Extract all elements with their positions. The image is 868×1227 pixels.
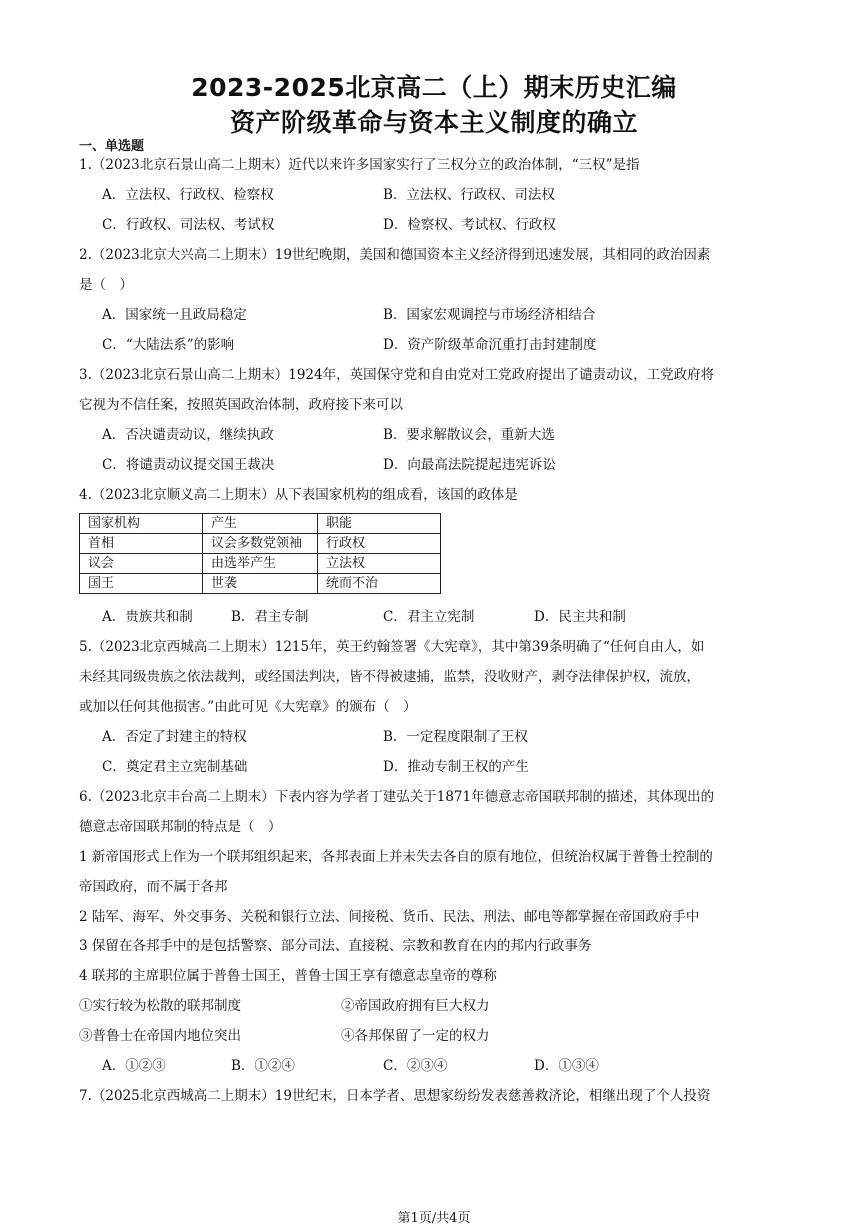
q3-option-b: B．要求解散议会，重新大选 [383,427,555,443]
q6-item2: 2 陆军、海军、外交事务、关税和银行立法、间接税、货币、民法、刑法、邮电等都掌握在帝国政府手中 [79,909,700,925]
table-cell: 职能 [318,514,441,534]
table-cell: 国家机构 [80,514,203,534]
q6-stem-line1: 6.（2023北京丰台高二上期末）下表内容为学者丁建弘关于1871年德意志帝国联邦制的描述，其体现出的 [79,789,715,805]
q6-choice-2: ②帝国政府拥有巨大权力 [341,998,490,1014]
q2-option-d: D．资产阶级革命沉重打击封建制度 [383,337,597,353]
q3-option-d: D．向最高法院提起违宪诉讼 [383,457,556,473]
page-title: 2023-2025北京高二（上）期末历史汇编 [191,73,677,102]
page-subtitle: 资产阶级革命与资本主义制度的确立 [229,108,638,137]
q6-item1-line2: 帝国政府，而不属于各邦 [79,879,228,895]
q1-stem: 1.（2023北京石景山高二上期末）近代以来许多国家实行了三权分立的政治体制，“三权”是指 [79,157,640,173]
q4-option-c: C．君主立宪制 [383,609,475,625]
q1-option-a: A．立法权、行政权、检察权 [102,187,274,203]
q2-option-c: C．“大陆法系”的影响 [102,337,235,353]
q3-stem-line1: 3.（2023北京石景山高二上期末）1924年，英国保守党和自由党对工党政府提出了谴责动议，工党政府将 [79,367,715,383]
q6-option-c: C．②③④ [383,1058,448,1074]
table-cell: 议会多数党领袖 [203,534,318,554]
table-cell: 统而不治 [318,574,441,594]
q4-stem: 4.（2023北京顺义高二上期末）从下表国家机构的组成看，该国的政体是 [79,487,518,503]
q6-item1-line1: 1 新帝国形式上作为一个联邦组织起来，各邦表面上并未失去各自的原有地位，但统治权属于普鲁士控制的 [79,849,713,865]
table-row [80,554,441,574]
q5-stem-line3: 或加以任何其他损害。”由此可见《大宪章》的颁布（ ） [79,699,417,715]
q2-option-a: A．国家统一且政局稳定 [102,307,247,323]
q4-option-a: A．贵族共和制 [102,609,193,625]
q5-stem-line1: 5.（2023北京西城高二上期末）1215年，英王约翰签署《大宪章》，其中第39条明确了“任何自由人，如 [79,639,705,655]
q1-option-d: D．检察权、考试权、行政权 [383,217,556,233]
q1-option-c: C．行政权、司法权、考试权 [102,217,275,233]
q6-choice-3: ③普鲁士在帝国内地位突出 [79,1028,241,1044]
q2-stem-line1: 2.（2023北京大兴高二上期末）19世纪晚期，美国和德国资本主义经济得到迅速发展，其相同的政治因素 [79,247,711,263]
q5-option-b: B．一定程度限制了王权 [383,729,528,745]
q7-stem-line1: 7.（2025北京西城高二上期末）19世纪末，日本学者、思想家纷纷发表慈善救济论，相继出现了个人投资 [79,1088,711,1104]
table-row [80,534,441,554]
q3-option-c: C．将谴责动议提交国王裁决 [102,457,275,473]
government-table [79,513,441,594]
page-footer: 第1页/共4页 [397,1211,471,1226]
q6-choice-1: ①实行较为松散的联邦制度 [79,998,241,1014]
q5-option-d: D．推动专制王权的产生 [383,759,529,775]
table-cell: 立法权 [318,554,441,574]
q2-option-b: B．国家宏观调控与市场经济相结合 [383,307,596,323]
table-row [80,514,441,534]
q6-item4: 4 联邦的主席职位属于普鲁士国王，普鲁士国王享有德意志皇帝的尊称 [79,968,497,984]
table-cell: 由选举产生 [203,554,318,574]
q6-choice-4: ④各邦保留了一定的权力 [341,1028,490,1044]
q3-option-a: A．否决谴责动议，继续执政 [102,427,274,443]
q3-stem-line2: 它视为不信任案，按照英国政治体制，政府接下来可以 [79,397,403,413]
q6-stem-line2: 德意志帝国联邦制的特点是（ ） [79,819,282,835]
q6-item3: 3 保留在各邦手中的是包括警察、部分司法、直接税、宗教和教育在内的邦内行政事务 [79,938,592,954]
table-cell: 产生 [203,514,318,534]
q6-option-d: D．①③④ [534,1058,599,1074]
table-row [80,574,441,594]
q5-option-a: A．否定了封建主的特权 [102,729,247,745]
q4-option-d: D．民主共和制 [534,609,626,625]
table-cell: 议会 [80,554,203,574]
table-cell: 国王 [80,574,203,594]
section-heading: 一、单选题 [79,139,145,154]
q5-stem-line2: 未经其同级贵族之依法裁判，或经国法判决，皆不得被逮捕，监禁，没收财产，剥夺法律保护权，流放， [79,669,700,685]
q2-stem-line2: 是（ ） [79,277,133,293]
table-cell: 世袭 [203,574,318,594]
q6-option-a: A．①②③ [102,1058,166,1074]
q1-option-b: B．立法权、行政权、司法权 [383,187,555,203]
q5-option-c: C．奠定君主立宪制基础 [102,759,248,775]
q6-option-b: B．①②④ [231,1058,295,1074]
table-cell: 行政权 [318,534,441,554]
table-cell: 首相 [80,534,203,554]
q4-option-b: B．君主专制 [231,609,309,625]
